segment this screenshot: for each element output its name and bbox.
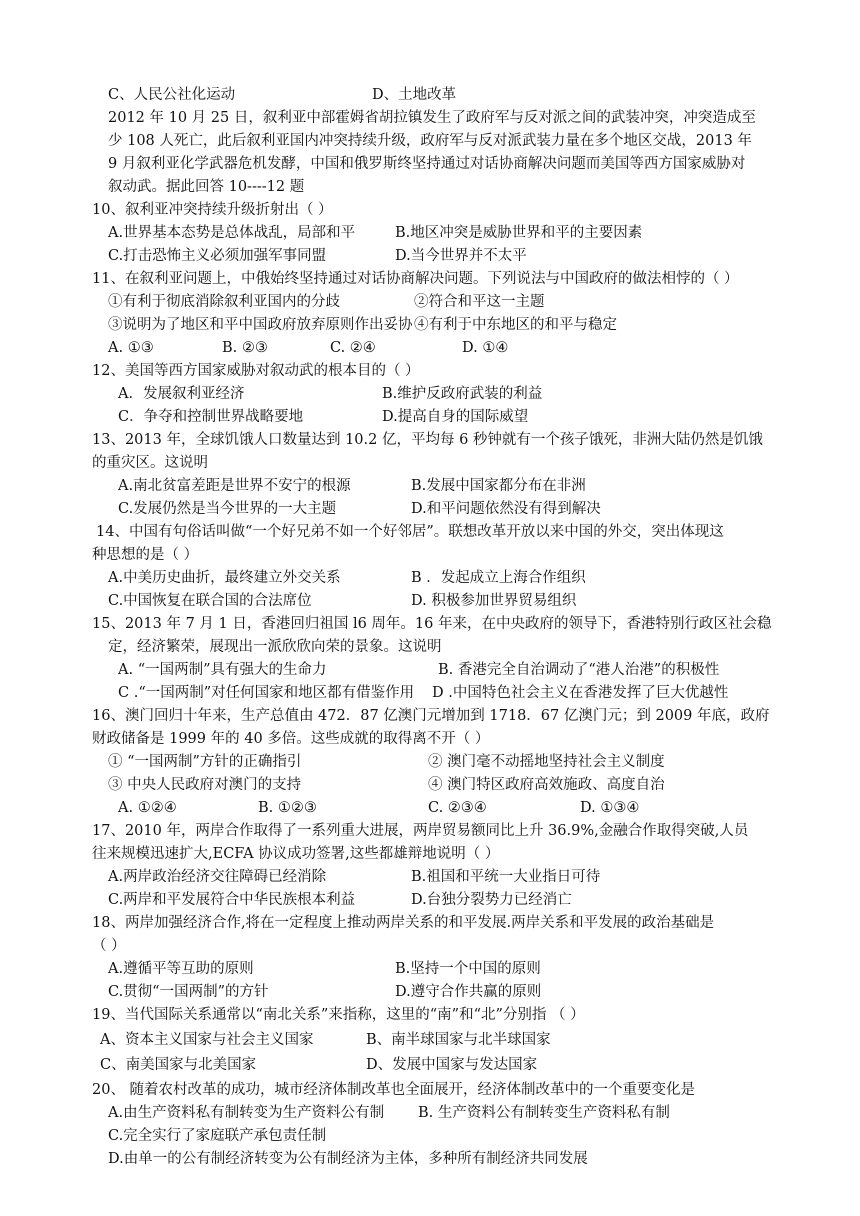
option-c: C .“一国两制”对任何国家和地区都有借鉴作用 [118, 685, 415, 701]
option-d: D. ①④ [462, 340, 509, 356]
option-d: D.提高自身的国际威望 [382, 409, 529, 425]
question-line: 往来规模迅速扩大,ECFA 协议成功签署,这些都雄辩地说明（ ） [92, 846, 500, 862]
option-c: C. ②③④ [428, 800, 487, 816]
question-20: 20、 随着农村改革的成功，城市经济体制改革也全面展开，经济体制改革中的一个重要变化是 [92, 1082, 696, 1098]
option-c: C.贯彻“一国两制”的方针 [108, 984, 269, 1000]
statement-4: ④ 澳门特区政府高效施政、高度自治 [428, 777, 665, 793]
statement-3: ③ 中央人民政府对澳门的支持 [108, 777, 302, 793]
statement-1: ① “一国两制”方针的正确指引 [108, 754, 302, 770]
option-a: A.南北贫富差距是世界不安宁的根源 [118, 478, 351, 494]
option-c: C.中国恢复在联合国的合法席位 [108, 593, 312, 609]
option-b: B.祖国和平统一大业指日可待 [411, 869, 601, 885]
question-14: 14、中国有句俗话叫做“一个好兄弟不如一个好邻居”。联想改革开放以来中国的外交，突出体现这 [96, 524, 724, 540]
option-a: A.由生产资料私有制转变为生产资料公有制 [108, 1105, 385, 1121]
option-c: C、南美国家与北美国家 [100, 1057, 257, 1073]
question-line: 财政储备是 1999 年的 40 多倍。这些成就的取得离不开（ ） [92, 731, 490, 747]
statement-1: ①有利于彻底消除叙利亚国内的分歧 [108, 294, 340, 310]
option-d: D. ①③④ [580, 800, 640, 816]
passage-line: 9 月叙利亚化学武器危机发酵，中国和俄罗斯终坚持通过对话协商解决问题而美国等西方国家威胁对 [108, 156, 746, 172]
option-d: D.遵守合作共赢的原则 [395, 984, 542, 1000]
statement-2: ② 澳门毫不动摇地坚持社会主义制度 [428, 754, 665, 770]
option-a: A.中美历史曲折，最终建立外交关系 [108, 570, 341, 586]
option-d: D.和平问题依然没有得到解决 [411, 501, 601, 517]
option-b: B.坚持一个中国的原则 [395, 961, 541, 977]
option-d: D.台独分裂势力已经消亡 [411, 892, 572, 908]
option-d: D.由单一的公有制经济转变为公有制经济为主体，多种所有制经济共同发展 [108, 1151, 588, 1167]
option-a: A.两岸政治经济交往障碍已经消除 [108, 869, 327, 885]
option-a: A.遵循平等互助的原则 [108, 961, 254, 977]
option-b: B.维护反政府武装的利益 [382, 386, 543, 402]
option-c: C.完全实行了家庭联产承包责任制 [108, 1128, 327, 1144]
option-b: B ．发起成立上海合作组织 [411, 570, 586, 586]
option-c: C.发展仍然是当今世界的一大主题 [118, 501, 337, 517]
passage-line: 2012 年 10 月 25 日，叙利亚中部霍姆省胡拉镇发生了政府军与反对派之间的武装冲突，冲突造成至 [108, 110, 756, 126]
question-11: 11、在叙利亚问题上，中俄始终坚持通过对话协商解决问题。下列说法与中国政府的做法相悖的（ ） [92, 271, 739, 287]
statement-3: ③说明为了地区和平中国政府放弃原则作出妥协 [108, 317, 413, 333]
option-b: B、南半球国家与北半球国家 [366, 1032, 551, 1048]
option-b: B. ②③ [222, 340, 268, 356]
option-c: C.打击恐怖主义必须加强军事同盟 [108, 248, 327, 264]
question-16: 16、澳门回归十年来，生产总值由 472．87 亿澳门元增加到 1718．67 亿澳门元；到 2009 年底，政府 [92, 708, 770, 724]
option-d: D. 积极参加世界贸易组织 [411, 593, 577, 609]
question-12: 12、美国等西方国家威胁对叙动武的根本目的（ ） [92, 363, 420, 379]
question-17: 17、2010 年，两岸合作取得了一系列重大进展，两岸贸易额同比上升 36.9%,金融合作取得突破,人员 [92, 823, 749, 839]
option-b: B. ①②③ [258, 800, 317, 816]
passage-line: 叙动武。据此回答 10----12 题 [108, 179, 305, 195]
option-a: A．发展叙利亚经济 [118, 386, 245, 402]
option-d: D .中国特色社会主义在香港发挥了巨大优越性 [432, 685, 729, 701]
option-a: A. ①③ [108, 340, 154, 356]
question-15: 15、2013 年 7 月 1 日，香港回归祖国 l6 周年。16 年来，在中央政府的领导下，香港特别行政区社会稳 [92, 616, 772, 632]
option-b: B.地区冲突是威胁世界和平的主要因素 [395, 225, 643, 241]
option-b: B. 生产资料公有制转变生产资料私有制 [418, 1105, 670, 1121]
question-19: 19、当代国际关系通常以“南北关系”来指称，这里的“南”和“北”分别指 （ ） [92, 1007, 585, 1023]
option-c: C、人民公社化运动 [108, 87, 236, 103]
passage-line: 少 108 人死亡，此后叙利亚国内冲突持续升级，政府军与反对派武装力量在多个地区交战，2013 年 [108, 133, 752, 149]
question-line: 的重灾区。这说明 [92, 455, 208, 471]
statement-4: ④有利于中东地区的和平与稳定 [414, 317, 617, 333]
question-18: 18、两岸加强经济合作,将在一定程度上推动两岸关系的和平发展.两岸关系和平发展的政治基础是 [92, 915, 715, 931]
statement-2: ②符合和平这一主题 [414, 294, 545, 310]
question-10: 10、叙利亚冲突持续升级折射出（ ） [92, 202, 333, 218]
option-d: D、土地改革 [372, 87, 457, 103]
option-c: C．争夺和控制世界战略要地 [118, 409, 304, 425]
option-a: A. ①②④ [118, 800, 177, 816]
option-a: A、资本主义国家与社会主义国家 [100, 1032, 314, 1048]
question-line: （ ） [92, 938, 126, 954]
question-13: 13、2013 年，全球饥饿人口数量达到 10.2 亿，平均每 6 秒钟就有一个孩子饿死，非洲大陆仍然是饥饿 [92, 432, 763, 448]
option-c: C.两岸和平发展符合中华民族根本利益 [108, 892, 356, 908]
option-b: B. 香港完全自治调动了“港人治港”的积极性 [438, 662, 720, 678]
option-d: D、发展中国家与发达国家 [366, 1057, 538, 1073]
option-a: A. “一国两制”具有强大的生命力 [118, 662, 327, 678]
option-c: C. ②④ [330, 340, 376, 356]
option-d: D.当今世界并不太平 [395, 248, 527, 264]
option-a: A.世界基本态势是总体战乱，局部和平 [108, 225, 356, 241]
option-b: B.发展中国家都分布在非洲 [411, 478, 586, 494]
question-line: 种思想的是（ ） [92, 547, 199, 563]
question-line: 定，经济繁荣，展现出一派欣欣向荣的景象。这说明 [108, 639, 442, 655]
